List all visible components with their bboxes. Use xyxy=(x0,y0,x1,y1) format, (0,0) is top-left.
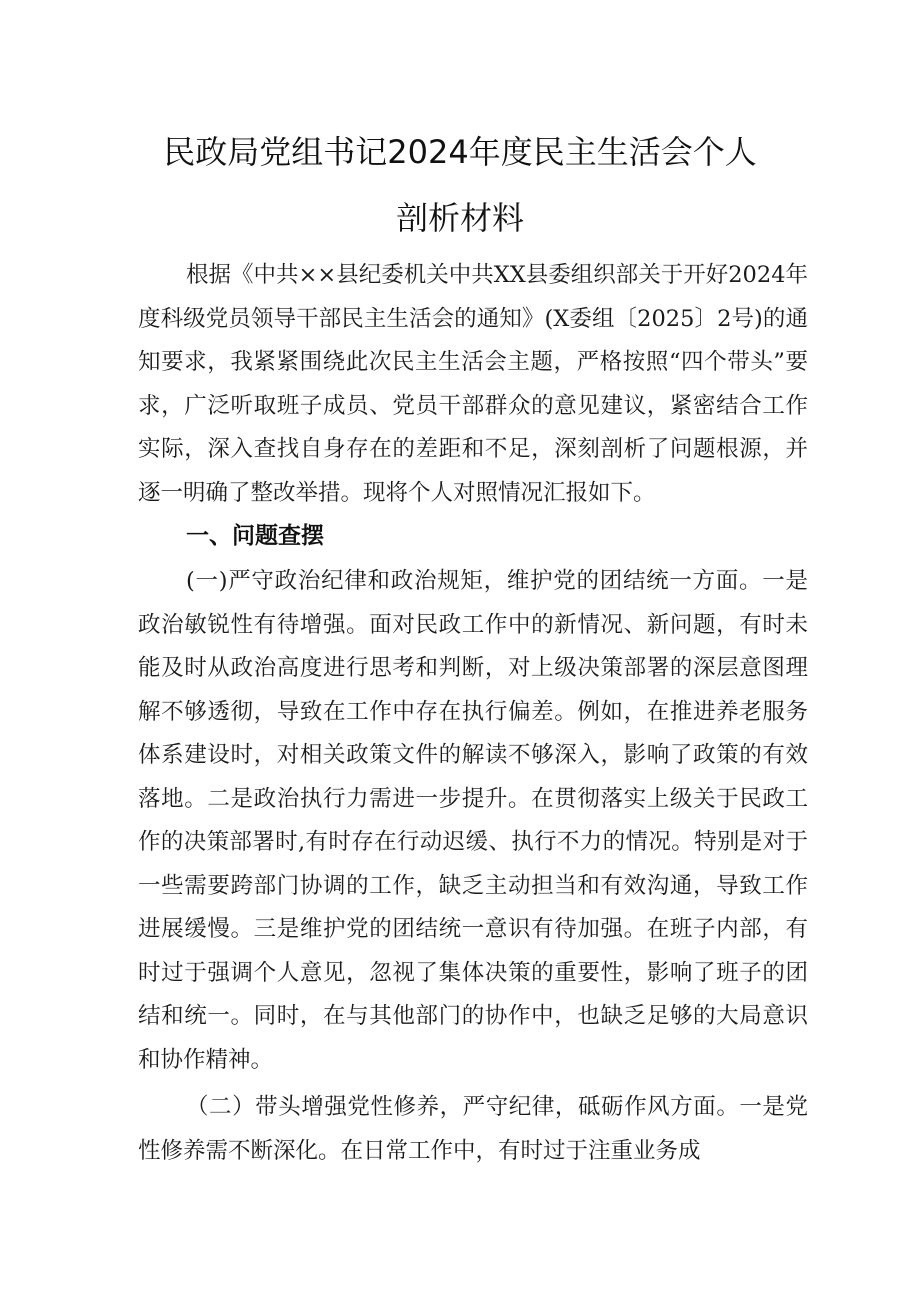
intro-paragraph-block xyxy=(138,254,808,515)
section1-paragraph1-block xyxy=(138,560,808,1082)
document-title-line2: 剖析材料 xyxy=(395,199,524,237)
section1-paragraph2-block xyxy=(138,1086,808,1173)
document-title-line1: 民政局党组书记2024年度民主生活会个人 xyxy=(163,133,757,171)
section1-paragraph1: (一)严守政治纪律和政治规矩，维护党的团结统一方面。一是政治敏锐性有待增强。面对民政工作中的新情况、新问题，有时未能及时从政治高度进行思考和判断，对上级决策部署的深层意图理解不够透彻，导致在工作中存在执行偏差。例如，在推进养老服务体系建设时，对相关政策文件的解读不够深入，影响了政策的有效落地。二是政治执行力需进一步提升。在贯彻落实上级关于民政工作的决策部署时,有时存在行动迟缓、执行不力的情况。特别是对于一些需要跨部门协调的工作，缺乏主动担当和有效沟通，导致工作进展缓慢。三是维护党的团结统一意识有待加强。在班子内部，有时过于强调个人意见，忽视了集体决策的重要性，影响了班子的团结和统一。同时，在与其他部门的协作中，也缺乏足够的大局意识和协作精神。 xyxy=(138,568,808,1073)
intro-paragraph: 根据《中共××县纪委机关中共XX县委组织部关于开好2024年度科级党员领导干部民主生活会的通知》(X委组〔2025〕2号)的通知要求，我紧紧围绕此次民主生活会主题，严格按照“四个带头”要求，广泛听取班子成员、党员干部群众的意见建议，紧密结合工作实际，深入查找自身存在的差距和不足，深刻剖析了问题根源，并逐一明确了整改举措。现将个人对照情况汇报如下。 xyxy=(138,262,809,506)
section-heading-problem-review: 一、问题查摆 xyxy=(186,523,324,549)
section1-paragraph2: （二）带头增强党性修养，严守纪律，砥砺作风方面。一是党性修养需不断深化。在日常工作中，有时过于注重业务成 xyxy=(138,1094,808,1164)
